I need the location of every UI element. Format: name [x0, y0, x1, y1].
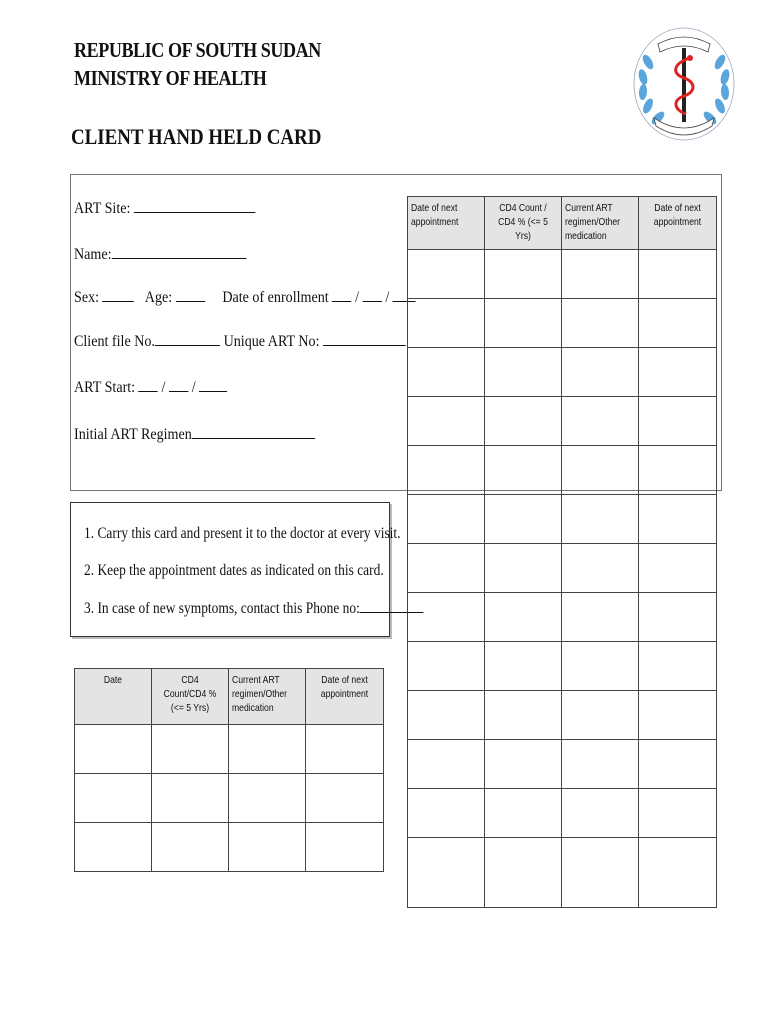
initial-regimen-input[interactable] [192, 424, 315, 439]
date-slash: / [385, 289, 390, 306]
age-label: Age: [144, 289, 173, 306]
country-heading: REPUBLIC OF SOUTH SUDAN [74, 38, 321, 62]
table-cell[interactable] [152, 823, 229, 872]
table-cell[interactable] [639, 397, 717, 446]
table-cell[interactable] [408, 740, 485, 789]
table-row [408, 789, 717, 838]
table-cell[interactable] [562, 838, 639, 908]
table-cell[interactable] [485, 642, 562, 691]
table-row [408, 348, 717, 397]
instruction-3 [84, 598, 424, 618]
art-start-month-input[interactable] [169, 377, 188, 392]
table-cell[interactable] [408, 593, 485, 642]
table-cell[interactable] [562, 789, 639, 838]
table-row [408, 397, 717, 446]
file-number-row [74, 331, 406, 351]
table-cell[interactable] [408, 446, 485, 495]
visit-table-small [74, 668, 384, 872]
table-cell[interactable] [562, 348, 639, 397]
table-cell[interactable] [639, 348, 717, 397]
name-field[interactable] [74, 244, 246, 264]
visit-table-right [407, 196, 717, 908]
table-cell[interactable] [562, 299, 639, 348]
table-row [408, 250, 717, 299]
table-row [408, 593, 717, 642]
art-site-field[interactable] [74, 198, 255, 218]
table-cell[interactable] [408, 250, 485, 299]
table-cell[interactable] [485, 397, 562, 446]
col-header-cd4: CD4 Count / CD4 % (<= 5 Yrs) [485, 197, 562, 250]
table-cell[interactable] [408, 691, 485, 740]
table-row [408, 691, 717, 740]
table-cell[interactable] [562, 642, 639, 691]
table-cell[interactable] [562, 544, 639, 593]
table-row [75, 725, 384, 774]
table-cell[interactable] [408, 789, 485, 838]
table-cell[interactable] [306, 774, 384, 823]
table-cell[interactable] [485, 740, 562, 789]
table-cell[interactable] [408, 544, 485, 593]
table-cell[interactable] [408, 495, 485, 544]
date-slash: / [355, 289, 359, 306]
age-input[interactable] [176, 287, 205, 302]
table-cell[interactable] [306, 823, 384, 872]
table-cell[interactable] [75, 774, 152, 823]
col-header-next-appointment: Date of next appointment [408, 197, 485, 250]
table-row [75, 774, 384, 823]
table-row [408, 446, 717, 495]
sex-input[interactable] [103, 287, 135, 302]
table-cell[interactable] [229, 774, 306, 823]
table-row [408, 642, 717, 691]
table-cell[interactable] [306, 725, 384, 774]
table-cell[interactable] [639, 691, 717, 740]
table-cell[interactable] [408, 642, 485, 691]
name-label: Name: [74, 246, 112, 263]
table-cell[interactable] [485, 789, 562, 838]
initial-regimen-label: Initial ART Regimen [74, 426, 192, 443]
table-cell[interactable] [485, 495, 562, 544]
table-cell[interactable] [639, 740, 717, 789]
table-cell[interactable] [639, 495, 717, 544]
instruction-1: 1. Carry this card and present it to the doctor at every visit. [84, 525, 401, 542]
col-header-cd4: CD4 Count/CD4 % (<= 5 Yrs) [152, 669, 229, 725]
table-cell[interactable] [485, 838, 562, 908]
enrollment-month-input[interactable] [363, 287, 382, 302]
enrollment-day-input[interactable] [332, 287, 351, 302]
instruction-3-text: 3. In case of new symptoms, contact this Phone no: [84, 600, 360, 617]
table-cell[interactable] [485, 446, 562, 495]
table-cell[interactable] [408, 299, 485, 348]
table-cell[interactable] [229, 725, 306, 774]
table-row [75, 823, 384, 872]
table-cell[interactable] [639, 544, 717, 593]
table-cell[interactable] [562, 495, 639, 544]
art-site-input[interactable] [134, 198, 255, 213]
table-row [408, 495, 717, 544]
name-input[interactable] [112, 244, 247, 259]
unique-art-label: Unique ART No: [223, 333, 320, 350]
table-cell[interactable] [485, 348, 562, 397]
col-header-regimen: Current ART regimen/Other medication [229, 669, 306, 725]
sex-label: Sex: [74, 289, 100, 306]
enrollment-date-label: Date of enrollment [222, 289, 329, 306]
table-cell[interactable] [152, 725, 229, 774]
table-cell[interactable] [639, 446, 717, 495]
instruction-2: 2. Keep the appointment dates as indicated on this card. [84, 562, 384, 579]
table-row [408, 299, 717, 348]
table-cell[interactable] [485, 250, 562, 299]
client-file-label: Client file No. [74, 333, 155, 350]
col-header-regimen: Current ART regimen/Other medication [562, 197, 639, 250]
table-cell[interactable] [639, 838, 717, 908]
table-cell[interactable] [639, 642, 717, 691]
table-cell[interactable] [408, 838, 485, 908]
initial-regimen-row [74, 424, 315, 444]
table-cell[interactable] [485, 593, 562, 642]
client-file-input[interactable] [155, 331, 220, 346]
caduceus-emblem-icon [628, 22, 740, 144]
table-row [408, 544, 717, 593]
table-cell[interactable] [639, 593, 717, 642]
art-start-row [74, 377, 227, 397]
art-start-label: ART Start: [74, 379, 136, 396]
unique-art-input[interactable] [323, 331, 406, 346]
col-header-next-appointment: Date of next appointment [306, 669, 384, 725]
art-start-year-input[interactable] [199, 377, 227, 392]
table-cell[interactable] [485, 299, 562, 348]
demographics-row [74, 287, 416, 307]
table-row [408, 838, 717, 908]
table-cell[interactable] [639, 789, 717, 838]
table-cell[interactable] [485, 691, 562, 740]
table-cell[interactable] [75, 725, 152, 774]
card-title: CLIENT HAND HELD CARD [71, 124, 322, 149]
table-cell[interactable] [562, 691, 639, 740]
art-site-label: ART Site: [74, 200, 131, 217]
col-header-next-appointment: Date of next appointment [639, 197, 717, 250]
art-start-day-input[interactable] [139, 377, 158, 392]
table-cell[interactable] [408, 397, 485, 446]
table-cell[interactable] [408, 348, 485, 397]
ministry-heading: MINISTRY OF HEALTH [74, 66, 267, 90]
date-slash: / [161, 379, 166, 396]
table-cell[interactable] [562, 593, 639, 642]
date-slash: / [191, 379, 196, 396]
table-cell[interactable] [639, 299, 717, 348]
col-header-date: Date [75, 669, 152, 725]
table-cell[interactable] [562, 250, 639, 299]
table-cell[interactable] [485, 544, 562, 593]
table-cell[interactable] [229, 823, 306, 872]
table-cell[interactable] [639, 250, 717, 299]
ministry-logo [628, 22, 740, 144]
table-cell[interactable] [562, 446, 639, 495]
table-row [408, 740, 717, 789]
table-cell[interactable] [562, 740, 639, 789]
table-cell[interactable] [562, 397, 639, 446]
table-cell[interactable] [152, 774, 229, 823]
table-cell[interactable] [75, 823, 152, 872]
